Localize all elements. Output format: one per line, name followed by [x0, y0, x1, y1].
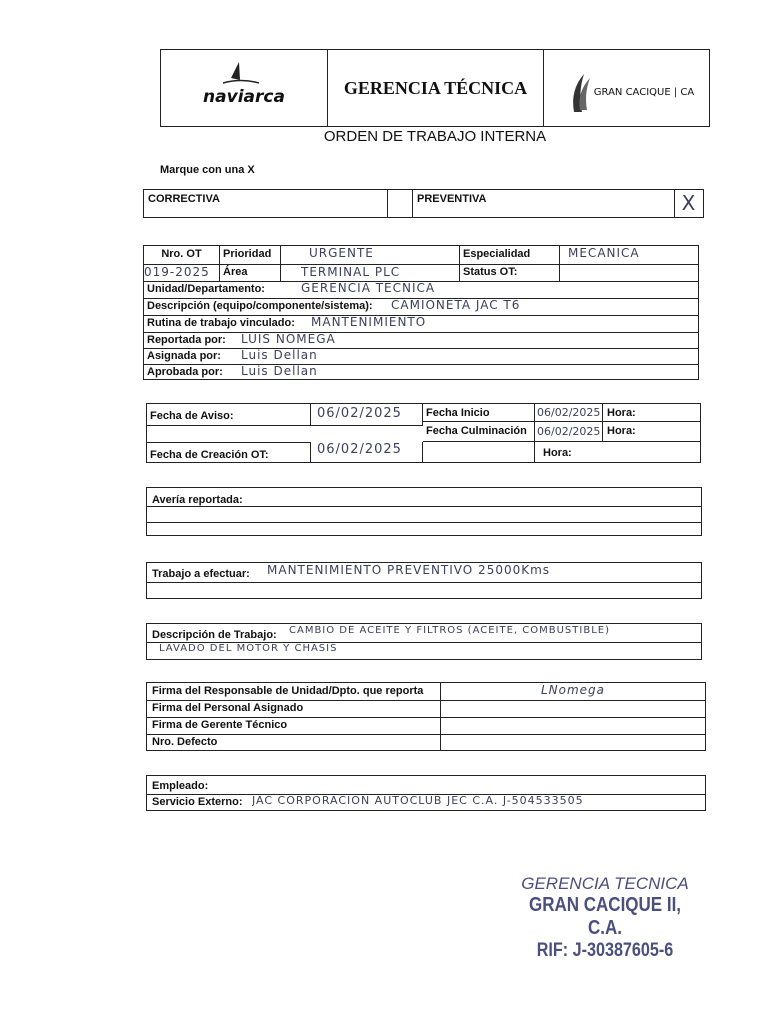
gran-cacique-logo [544, 50, 709, 126]
especialidad-label: Especialidad [460, 246, 560, 264]
descripcion-trabajo-row-2 [147, 642, 701, 659]
averia-label: Avería reportada: [152, 494, 243, 506]
nro-ot-label: Nro. OT [144, 246, 220, 264]
logo-right-text: GRAN CACIQUE | CA [593, 87, 695, 98]
header-title: GERENCIA TÉCNICA [328, 50, 544, 126]
stamp-line-3: RIF: J-30387605-6 [536, 940, 674, 961]
hora-creacion-label [535, 442, 700, 462]
maintenance-type-row [143, 189, 704, 218]
ot-row-2 [144, 264, 698, 281]
descripcion-trabajo-line-2: LAVADO DEL MOTOR Y CHASIS [159, 643, 338, 654]
trabajo-section [146, 562, 702, 599]
servicio-externo-row [147, 794, 705, 811]
descripcion-trabajo-section [146, 623, 702, 660]
firma-personal-row [147, 700, 705, 717]
firma-personal-field[interactable] [441, 701, 705, 717]
reportada-row [144, 332, 698, 348]
trabajo-line-2[interactable] [147, 582, 701, 598]
empleado-section [146, 775, 706, 811]
fecha-creacion-label: Fecha de Creación OT: [147, 442, 311, 462]
firma-gerente-field[interactable] [441, 718, 705, 734]
ot-info-table [143, 245, 699, 380]
reportada-label: Reportada por: [147, 334, 226, 346]
asignada-label: Asignada por: [147, 350, 221, 362]
descripcion-label: Descripción (equipo/componente/sistema): [147, 300, 373, 312]
descripcion-value: CAMIONETA JAC T6 [391, 298, 521, 312]
status-value[interactable] [560, 265, 698, 281]
aprobada-row [144, 364, 698, 380]
averia-line-2[interactable] [147, 522, 701, 536]
hora-culminacion-label: Hora: [603, 422, 700, 442]
nro-defecto-row [147, 734, 705, 751]
firma-responsable-label: Firma del Responsable de Unidad/Dpto. que reporta [147, 683, 441, 700]
fechas-table [146, 403, 701, 463]
trabajo-value: MANTENIMIENTO PREVENTIVO 25000Kms [267, 563, 551, 577]
unidad-row [144, 281, 698, 298]
reportada-value: LUIS NOMEGA [241, 332, 336, 346]
asignada-row [144, 348, 698, 364]
trabajo-label: Trabajo a efectuar: [152, 568, 250, 580]
unidad-value: GERENCIA TECNICA [301, 281, 436, 295]
aprobada-label: Aprobada por: [147, 366, 223, 378]
correctiva-label: CORRECTIVA [144, 190, 388, 217]
nro-ot-value: 019-2025 [144, 265, 220, 281]
servicio-externo-value: JAC CORPORACION AUTOCLUB JEC C.A. J-504533505 [252, 794, 584, 807]
stamp-line-2: GRAN CACIQUE II, C.A. [528, 894, 682, 939]
firma-personal-label: Firma del Personal Asignado [147, 701, 441, 717]
area-label: Área [220, 265, 281, 281]
status-label: Status OT: [460, 265, 560, 281]
prioridad-value: URGENTE [281, 246, 460, 264]
preventiva-label: PREVENTIVA [413, 190, 675, 217]
fecha-aviso-value: 06/02/2025 [311, 404, 423, 426]
firmas-table [146, 682, 706, 751]
firma-responsable-signature[interactable]: LNomega [540, 683, 606, 697]
prioridad-label: Prioridad [220, 246, 281, 264]
fecha-inicio-label: Fecha Inicio [423, 404, 535, 422]
rutina-value: MANTENIMIENTO [311, 315, 427, 329]
descripcion-row [144, 298, 698, 315]
fecha-creacion-value: 06/02/2025 [311, 442, 423, 462]
fecha-aviso-label: Fecha de Aviso: [147, 404, 311, 426]
correctiva-checkbox[interactable] [388, 190, 413, 217]
hora-creacion-text: Hora: [543, 447, 572, 459]
rutina-row [144, 315, 698, 332]
firma-gerente-label: Firma de Gerente Técnico [147, 718, 441, 734]
averia-line-1[interactable] [147, 506, 701, 522]
logo-left-text: naviarca [203, 87, 285, 107]
stamp-line-1: GERENCIA TECNICA [521, 874, 689, 893]
nro-defecto-field[interactable] [441, 735, 705, 751]
descripcion-trabajo-label: Descripción de Trabajo: [152, 629, 277, 641]
unidad-label: Unidad/Departamento: [147, 283, 265, 295]
servicio-externo-label: Servicio Externo: [152, 796, 243, 808]
especialidad-value: MECANICA [568, 246, 640, 260]
fecha-culminacion-label: Fecha Culminación [423, 422, 535, 442]
empleado-label: Empleado: [152, 780, 209, 792]
document-subtitle: ORDEN DE TRABAJO INTERNA [323, 128, 547, 145]
fecha-blank-cell [423, 442, 535, 462]
rutina-label: Rutina de trabajo vinculado: [147, 317, 295, 329]
firma-gerente-row [147, 717, 705, 734]
mark-instruction: Marque con una X [160, 164, 255, 176]
naviarca-logo [161, 50, 328, 126]
nro-defecto-label: Nro. Defecto [147, 735, 441, 751]
area-value: TERMINAL PLC [281, 265, 460, 281]
preventiva-checkbox[interactable]: X [681, 191, 697, 215]
aprobada-value: Luis Dellan [241, 364, 318, 378]
company-stamp [500, 874, 710, 962]
fecha-culminacion-value: 06/02/2025 [535, 422, 603, 442]
averia-section [146, 487, 702, 536]
hora-inicio-label: Hora: [603, 404, 700, 422]
descripcion-trabajo-line-1: CAMBIO DE ACEITE Y FILTROS (ACEITE, COMBUSTIBLE) [289, 625, 610, 636]
asignada-value: Luis Dellan [241, 348, 318, 362]
document-header [160, 49, 710, 127]
fecha-inicio-value: 06/02/2025 [535, 404, 603, 422]
